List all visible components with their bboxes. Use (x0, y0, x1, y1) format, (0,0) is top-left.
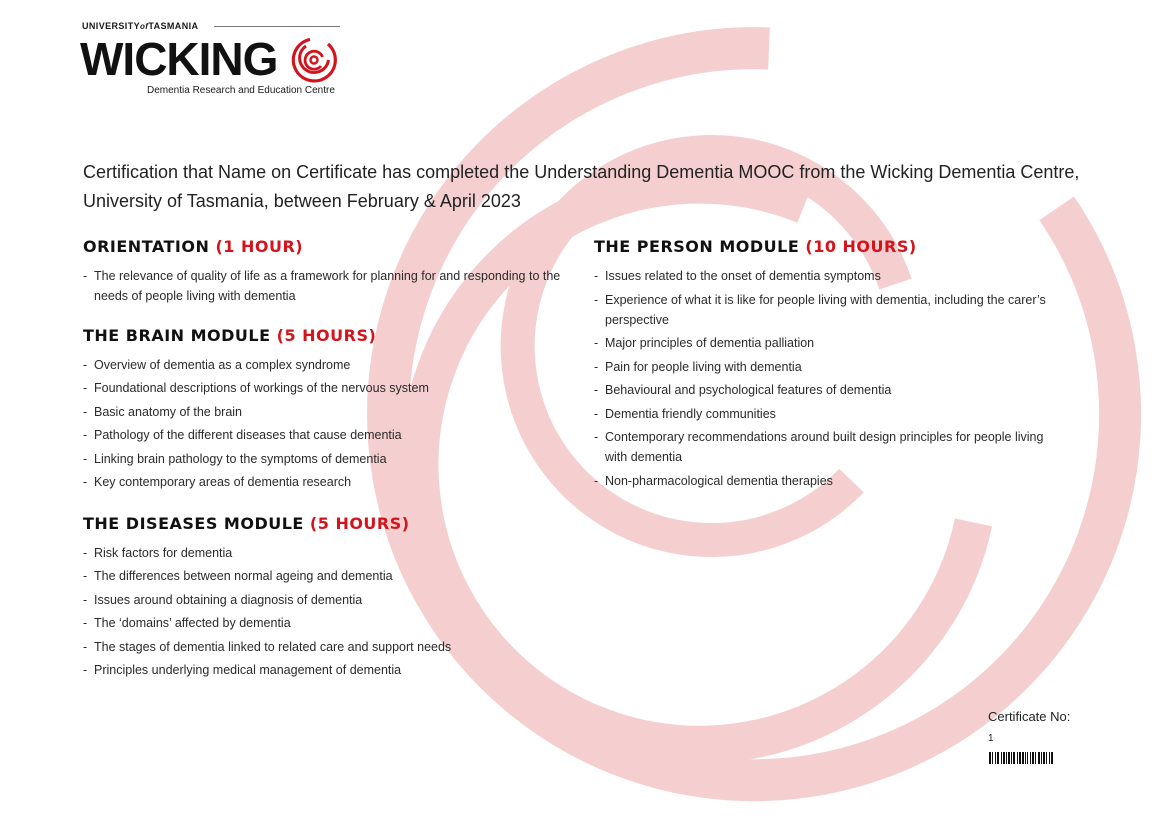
list-item: - Pain for people living with dementia (594, 357, 1064, 377)
list-item: - Pathology of the different diseases that cause dementia (83, 425, 573, 445)
list-item: - Overview of dementia as a complex syndrome (83, 355, 573, 375)
barcode-icon (989, 752, 1054, 764)
wicking-logo (82, 20, 344, 100)
list-item: - Risk factors for dementia (83, 543, 573, 563)
list-item: - Issues related to the onset of dementia symptoms (594, 266, 1064, 286)
list-item: - Major principles of dementia palliation (594, 333, 1064, 353)
list-item: - Basic anatomy of the brain (83, 402, 573, 422)
module-item-list (83, 266, 573, 306)
list-item: - Issues around obtaining a diagnosis of dementia (83, 590, 573, 610)
list-item: - Key contemporary areas of dementia research (83, 472, 573, 492)
logo-divider (214, 26, 340, 27)
list-item: - Foundational descriptions of workings of the nervous system (83, 378, 573, 398)
list-item: - Contemporary recommendations around built design principles for people living with dementia (594, 427, 1064, 467)
university-name: UNIVERSITYofTASMANIA (82, 21, 199, 31)
module-hours: (5 HOURS) (309, 513, 410, 533)
certificate-number: 1 (988, 733, 994, 744)
certificate-number-label: Certificate No: (988, 709, 1071, 724)
module-hours: (10 HOURS) (805, 237, 917, 256)
module-item-list (594, 266, 1064, 491)
module-title: ORIENTATION (1 HOUR) (83, 237, 304, 256)
module-title: THE PERSON MODULE (10 HOURS) (594, 237, 917, 256)
concentric-circles-logo-icon (290, 36, 338, 84)
list-item: - The relevance of quality of life as a framework for planning for and responding to the needs of people living with dementia (83, 266, 573, 306)
logo-wordmark: WICKING (80, 33, 278, 85)
right-column (594, 236, 1064, 494)
module-item-list (83, 355, 573, 493)
module-hours: (1 HOUR) (215, 237, 304, 256)
list-item: - Behavioural and psychological features of dementia (594, 380, 1064, 400)
list-item: - Principles underlying medical management of dementia (83, 660, 573, 680)
list-item: - Non-pharmacological dementia therapies (594, 471, 1064, 491)
module-orientation (83, 236, 573, 306)
list-item: - The ‘domains’ affected by dementia (83, 613, 573, 633)
list-item: - Dementia friendly communities (594, 404, 1064, 424)
module-item-list (83, 543, 573, 681)
left-column (83, 236, 573, 684)
module-person (594, 236, 1064, 491)
list-item: - Experience of what it is like for people living with dementia, including the carer’s perspective (594, 290, 1064, 330)
module-hours: (5 HOURS) (276, 325, 377, 345)
module-title: THE BRAIN MODULE (5 HOURS) (83, 325, 377, 345)
list-item: - Linking brain pathology to the symptoms of dementia (83, 449, 573, 469)
certification-statement: Certification that Name on Certificate has completed the Understanding Dementia MOOC from the Wicking Dementia Centre, University of Tasmania, between February & April 2023 (83, 162, 1080, 211)
logo-subtitle: Dementia Research and Education Centre (147, 85, 335, 96)
module-title: THE DISEASES MODULE (5 HOURS) (83, 513, 410, 533)
list-item: - The differences between normal ageing and dementia (83, 566, 573, 586)
list-item: - The stages of dementia linked to related care and support needs (83, 637, 573, 657)
module-brain (83, 325, 573, 493)
module-diseases (83, 513, 573, 681)
